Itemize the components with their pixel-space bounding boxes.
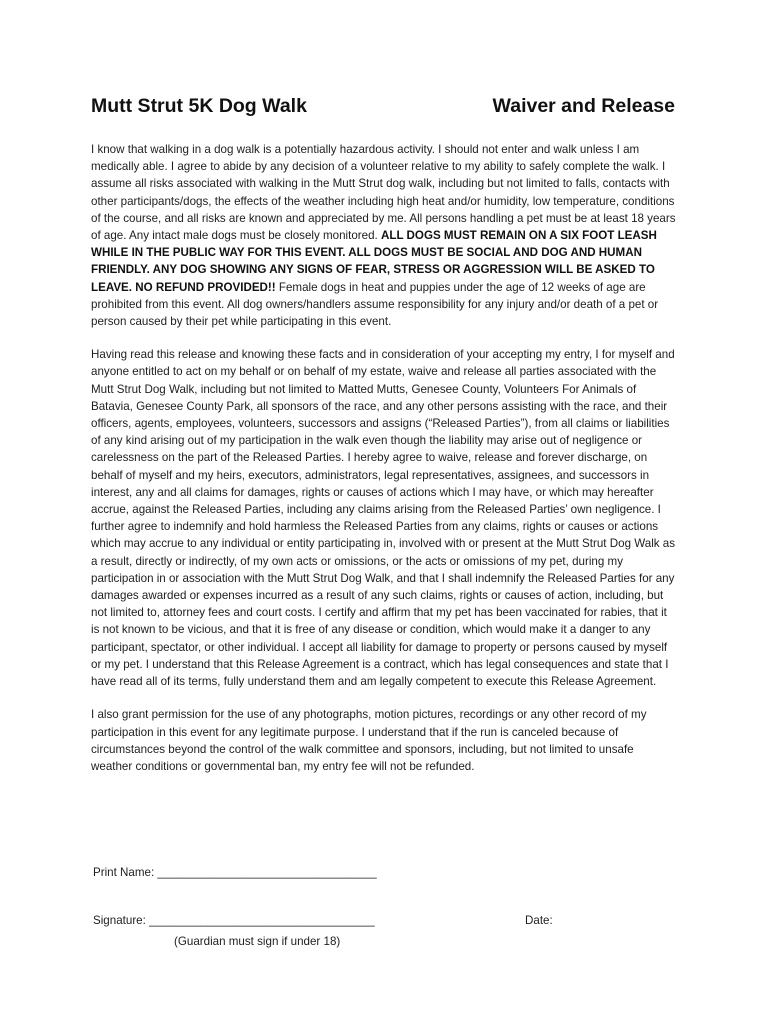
waiver-body (91, 141, 678, 791)
document-header (91, 95, 675, 123)
document-title: Waiver and Release (492, 95, 675, 117)
print-name-line: Print Name: __________________________________ (93, 866, 377, 879)
risk-text-intro: I know that walking in a dog walk is a potentially hazardous activity. I should not enter and walk unless I am medically able. I agree to abide by any decision of a volunteer relative to my ability to safely complete the walk. I assume all risks associated with walking in the Mutt Strut dog walk, including but not limited to falls, contacts with other participants/dogs, the effects of the weather including high heat and/or humidity, low temperature, conditions of the course, and all risks are known and appreciated by me. All persons handling a pet must be at least 18 years of age. Any intact male dogs must be closely monitored. (91, 143, 676, 243)
leash-rules-bold: ALL DOGS MUST REMAIN ON A SIX FOOT LEASH WHILE IN THE PUBLIC WAY FOR THIS EVENT. ALL DOGS MUST BE SOCIAL AND DOG AND HUMAN FRIENDLY. ANY DOG SHOWING ANY SIGNS OF FEAR, STRESS OR AGGRESSION WILL BE ASKED TO LEAVE. NO REFUND PROVIDED!! (91, 229, 657, 294)
media-permission-paragraph: I also grant permission for the use of any photographs, motion pictures, recordings or any other record of my participation in this event for any legitimate purpose. I understand that if the run is canceled because of circumstances beyond the control of the walk committee and sponsors, including, but not limited to unsafe weather conditions or governmental ban, my entry fee will not be refunded. (91, 708, 647, 773)
signature-line: Signature: ___________________________________ (93, 914, 375, 927)
risk-text-closing: Female dogs in heat and puppies under the age of 12 weeks of age are prohibited from this event. All dog owners/handlers assume responsibility for any injury and/or death of a pet or person caused by their pet while participating in this event. (91, 280, 659, 329)
date-label: Date: (525, 914, 553, 927)
guardian-note: (Guardian must sign if under 18) (174, 935, 341, 948)
risk-paragraph (91, 141, 678, 330)
release-paragraph: Having read this release and knowing these facts and in consideration of your accepting my entry, I for myself and anyone entitled to act on my behalf or on behalf of my estate, waive and release all parties associated with the Mutt Strut Dog Walk, including but not limited to Matted Mutts, Genesee County, Volunteers For Animals of Batavia, Genesee County Park, all sponsors of the race, and any other persons assisting with the race, and their officers, agents, employees, volunteers, successors and assigns (“Released Parties”), from all claims or liabilities of any kind arising out of my participation in the walk even though the liability may arise out of negligence or carelessness on the part of the Released Parties. I hereby agree to waive, release and forever discharge, on behalf of myself and my heirs, executors, administrators, legal representatives, assignees, and successors in interest, any and all claims for damages, rights or causes of actions which I may have, or which may hereafter accrue, against the Released Parties, including any claims arising from the Released Parties’ own negligence. I further agree to indemnify and hold harmless the Released Parties from any claims, rights or causes or actions which may accrue to any individual or entity participating in, involved with or present at the Mutt Strut Dog Walk as a result, directly or indirectly, of my own acts or omissions, or the acts or omissions of my pet, during my participation in or association with the Mutt Strut Dog Walk, and that I shall indemnify the Released Parties for any damages awarded or expenses incurred as a result of any such claims, rights or causes of action, including, but not limited to, attorney fees and court costs. I certify and affirm that my pet has been vaccinated for rabies, that it is not known to be vicious, and that it is free of any disease or condition, which would make it a danger to any participant, spectator, or other individual. I accept all liability for damage to property or persons caused by myself or my pet. I understand that this Release Agreement is a contract, which has legal consequences and state that I have read all of its terms, fully understand them and am legally competent to execute this Release Agreement. (91, 348, 676, 689)
event-title: Mutt Strut 5K Dog Walk (91, 95, 307, 117)
